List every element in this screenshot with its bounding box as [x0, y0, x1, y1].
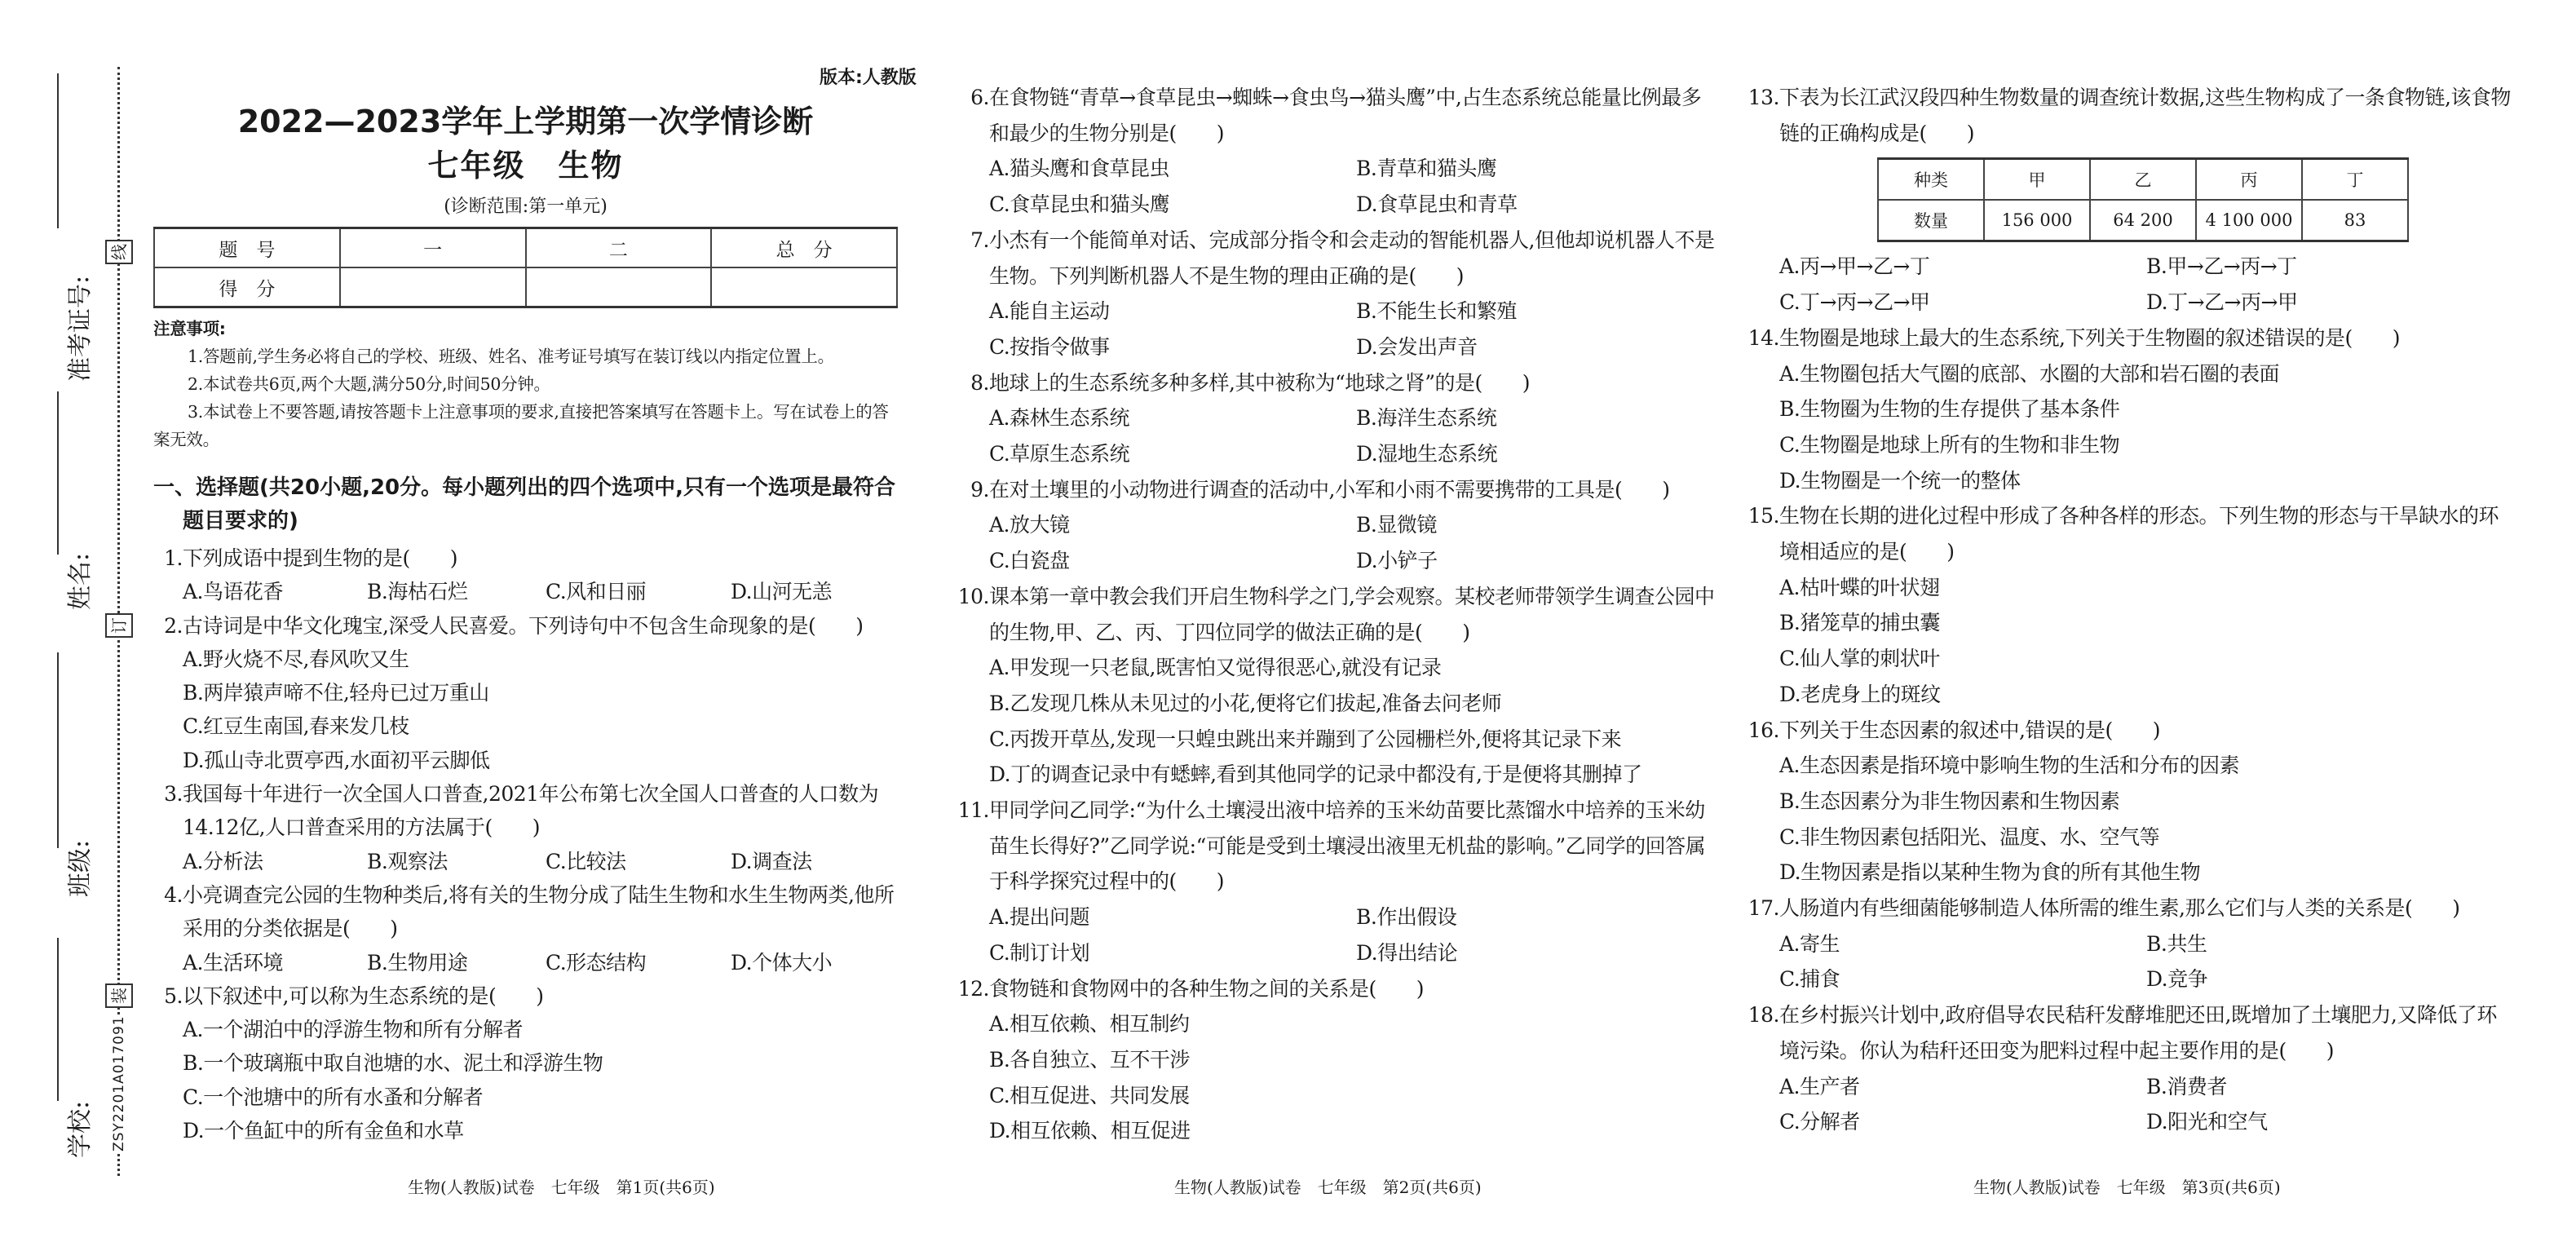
question-stem: 甲同学问乙同学:“为什么土壤浸出液中培养的玉米幼苗要比蒸馏水中培养的玉米幼苗生长得好?”乙同学说:“可能是受到土壤浸出液里无机盐的影响。”乙同学的回答属于科学探究过程中的( )	[989, 798, 1706, 894]
answer-option[interactable]: A.野火烧不尽,春风吹又生	[183, 647, 409, 671]
question-number: 10.	[957, 584, 989, 608]
answer-option[interactable]: B.海洋生态系统	[1356, 406, 1497, 431]
answer-option[interactable]: C.分解者	[1779, 1110, 1860, 1134]
score-header-cell: 一	[340, 228, 526, 268]
score-row-label: 得 分	[154, 267, 340, 307]
answer-option[interactable]: D.食草昆虫和青草	[1356, 192, 1518, 217]
question-number: 3.	[164, 782, 183, 807]
answer-option[interactable]: B.消费者	[2146, 1074, 2227, 1098]
answer-option[interactable]: C.形态结构	[546, 950, 647, 975]
question-item	[970, 365, 1716, 472]
answer-option[interactable]: D.生物圈是一个统一的整体	[1779, 468, 2021, 493]
answer-option[interactable]: A.鸟语花香	[183, 580, 284, 604]
answer-option[interactable]: B.生物用途	[367, 950, 468, 975]
exam-number-write-line[interactable]	[57, 73, 59, 228]
answer-options	[1779, 1069, 2514, 1140]
question-item	[1748, 320, 2514, 499]
question-number: 13.	[1748, 86, 1779, 109]
question-item	[1748, 713, 2514, 891]
score-table-score-row	[154, 267, 897, 307]
answer-options	[989, 1006, 1716, 1149]
page-footer: 生物(人教版)试卷 七年级 第1页(共6页)	[408, 1178, 715, 1197]
answer-option[interactable]: C.生物圈是地球上所有的生物和非生物	[1779, 432, 2120, 457]
answer-option[interactable]: D.丁→乙→丙→甲	[2146, 290, 2298, 315]
answer-option[interactable]: B.显微镜	[1356, 513, 1437, 537]
note-item: 1.答题前,学生务必将自己的学校、班级、姓名、准考证号填写在装订线以内指定位置上。	[188, 347, 834, 366]
answer-option[interactable]: C.相互促进、共同发展	[989, 1083, 1190, 1107]
question-number: 5.	[164, 983, 183, 1008]
question-stem: 下列关于生态因素的叙述中,错误的是( )	[1779, 718, 2160, 742]
question-stem: 下表为长江武汉段四种生物数量的调查统计数据,这些生物构成了一条食物链,该食物链的正确构成是( )	[1779, 86, 2511, 145]
answer-options	[183, 643, 907, 777]
answer-option[interactable]: C.一个池塘中的所有水蚤和分解者	[183, 1085, 484, 1109]
answer-option[interactable]: B.不能生长和繁殖	[1356, 299, 1517, 324]
question-number: 9.	[970, 477, 989, 502]
notes-heading: 注意事项:	[153, 319, 226, 338]
answer-option[interactable]: B.共生	[2146, 931, 2207, 956]
name-write-line[interactable]	[57, 391, 59, 555]
answer-option[interactable]: A.放大镜	[989, 513, 1070, 537]
answer-option[interactable]: C.制订计划	[989, 940, 1090, 965]
data-table-cell: 64 200	[2090, 200, 2196, 241]
question-stem: 生物圈是地球上最大的生态系统,下列关于生物圈的叙述错误的是( )	[1779, 325, 2400, 350]
answer-option[interactable]: A.甲发现一只老鼠,既害怕又觉得很恶心,就没有记录	[989, 656, 1442, 680]
question-number: 14.	[1748, 325, 1779, 350]
answer-option[interactable]: B.一个玻璃瓶中取自池塘的水、泥土和浮游生物	[183, 1051, 603, 1076]
score-cell[interactable]	[340, 267, 526, 307]
question-stem: 以下叙述中,可以称为生态系统的是( )	[183, 983, 544, 1008]
question-number: 16.	[1748, 718, 1779, 742]
answer-option[interactable]: B.乙发现几株从未见过的小花,便将它们拔起,准备去问老师	[989, 691, 1502, 715]
question-stem: 食物链和食物网中的各种生物之间的关系是( )	[989, 976, 1425, 1001]
binding-mark-xian: 线	[105, 240, 133, 264]
question-item	[970, 223, 1716, 365]
score-cell[interactable]	[711, 267, 897, 307]
question-column-1	[163, 541, 907, 1147]
data-table-header-cell: 甲	[1984, 159, 2090, 201]
answer-options	[1779, 748, 2514, 891]
answer-options	[989, 899, 1716, 970]
answer-option[interactable]: D.小铲子	[1356, 549, 1438, 573]
score-header-cell: 二	[526, 228, 712, 268]
question-item	[957, 971, 1716, 1150]
data-table-cell: 83	[2302, 200, 2408, 241]
exam-subtitle: 七年级 生物	[427, 148, 624, 183]
answer-option[interactable]: B.甲→乙→丙→丁	[2146, 254, 2297, 279]
paper-serial-number: ZSY2201A017091	[111, 1015, 127, 1151]
note-item: 3.本试卷上不要答题,请按答题卡上注意事项的要求,直接把答案填写在答题卡上。写在试卷上的答案无效。	[153, 402, 889, 449]
answer-option[interactable]: D.竞争	[2146, 967, 2208, 992]
answer-option[interactable]: A.生活环境	[183, 950, 284, 975]
answer-option[interactable]: B.生态因素分为非生物因素和生物因素	[1779, 789, 2120, 813]
question-item	[163, 541, 907, 609]
answer-option[interactable]: D.丁的调查记录中有蟋蟀,看到其他同学的记录中都没有,于是便将其删掉了	[989, 762, 1642, 787]
edition-label: 版本:人教版	[820, 68, 917, 88]
answer-option[interactable]: C.比较法	[546, 849, 626, 873]
question-item	[970, 80, 1716, 223]
answer-option[interactable]: C.捕食	[1779, 967, 1840, 992]
data-table-cell: 156 000	[1984, 200, 2090, 241]
page-footer: 生物(人教版)试卷 七年级 第2页(共6页)	[1174, 1178, 1482, 1197]
answer-option[interactable]: C.风和日丽	[546, 580, 647, 604]
answer-option[interactable]: B.猪笼草的捕虫囊	[1779, 611, 1940, 635]
question-item	[957, 579, 1716, 793]
question-item	[1748, 891, 2514, 997]
school-write-line[interactable]	[57, 938, 59, 1101]
answer-option[interactable]: C.丁→丙→乙→甲	[1779, 290, 1930, 315]
answer-option[interactable]: A.森林生态系统	[989, 406, 1130, 431]
score-cell[interactable]	[526, 267, 712, 307]
question-number: 7.	[970, 228, 989, 252]
answer-option[interactable]: B.海枯石烂	[367, 580, 468, 604]
school-label: 学校:	[66, 1100, 95, 1158]
answer-option[interactable]: D.老虎身上的斑纹	[1779, 682, 1941, 706]
question-item	[163, 777, 907, 878]
question-number: 11.	[957, 798, 989, 823]
class-label: 班级:	[66, 839, 95, 897]
answer-option[interactable]: B.青草和猫头鹰	[1356, 157, 1497, 181]
question-item	[163, 609, 907, 777]
question-number: 17.	[1748, 896, 1779, 921]
data-table	[1877, 157, 2409, 242]
answer-options	[1779, 249, 2514, 320]
question-stem: 生物在长期的进化过程中形成了各种各样的形态。下列生物的形态与干旱缺水的环境相适应的是( )	[1779, 504, 2499, 564]
answer-option[interactable]: A.分析法	[183, 849, 263, 873]
question-stem: 小杰有一个能简单对话、完成部分指令和会走动的智能机器人,但他却说机器人不是生物。下列判断机器人不是生物的理由正确的是( )	[989, 228, 1715, 288]
question-stem: 古诗词是中华文化瑰宝,深受人民喜爱。下列诗句中不包含生命现象的是( )	[183, 613, 864, 638]
question-stem: 在食物链“青草→食草昆虫→蜘蛛→食虫鸟→猫头鹰”中,占生态系统总能量比例最多和最少的生物分别是( )	[989, 86, 1702, 145]
question-stem: 地球上的生态系统多种多样,其中被称为“地球之肾”的是( )	[989, 370, 1531, 395]
answer-option[interactable]: C.按指令做事	[989, 334, 1110, 359]
data-table-header-cell: 丙	[2196, 159, 2302, 201]
answer-option[interactable]: A.能自主运动	[989, 299, 1110, 324]
question-number: 8.	[970, 370, 989, 395]
data-table-cell: 数量	[1878, 200, 1984, 241]
answer-option[interactable]: A.丙→甲→乙→丁	[1779, 254, 1930, 279]
answer-option[interactable]: D.相互依赖、相互促进	[989, 1119, 1191, 1143]
answer-option[interactable]: C.仙人掌的刺状叶	[1779, 647, 1940, 671]
question-stem: 在对土壤里的小动物进行调查的活动中,小军和小雨不需要携带的工具是( )	[989, 477, 1670, 502]
score-header-cell: 总 分	[711, 228, 897, 268]
score-header-cell: 题 号	[154, 228, 340, 268]
question-item	[1748, 997, 2514, 1140]
question-number: 2.	[164, 613, 183, 638]
question-number: 12.	[957, 976, 989, 1001]
answer-option[interactable]: A.相互依赖、相互制约	[989, 1012, 1190, 1036]
data-table-header-cell: 丁	[2302, 159, 2408, 201]
answer-option[interactable]: D.湿地生态系统	[1356, 442, 1498, 466]
question-stem: 课本第一章中教会我们开启生物科学之门,学会观察。某校老师带领学生调查公园中的生物,甲、乙、丙、丁四位同学的做法正确的是( )	[989, 584, 1715, 644]
question-number: 1.	[164, 546, 183, 570]
answer-options	[989, 294, 1716, 365]
answer-option[interactable]: B.作出假设	[1356, 905, 1457, 930]
question-stem: 我国每十年进行一次全国人口普查,2021年公布第七次全国人口普查的人口数为14.12亿,人口普查采用的方法属于( )	[183, 782, 879, 840]
exam-number-label: 准考证号:	[66, 275, 95, 382]
answer-option[interactable]: D.会发出声音	[1356, 334, 1478, 359]
answer-options	[183, 575, 907, 608]
answer-options	[183, 1013, 907, 1147]
question-item	[1748, 80, 2514, 320]
answer-option[interactable]: C.非生物因素包括阳光、温度、水、空气等	[1779, 824, 2160, 849]
answer-option[interactable]: C.红豆生南国,春来发几枝	[183, 714, 409, 739]
answer-option[interactable]: A.生态因素是指环境中影响生物的生活和分布的因素	[1779, 754, 2240, 778]
answer-options	[989, 151, 1716, 222]
answer-option[interactable]: D.阳光和空气	[2146, 1110, 2268, 1134]
answer-option[interactable]: A.一个湖泊中的浮游生物和所有分解者	[183, 1018, 524, 1042]
data-table-header-row	[1878, 159, 2408, 201]
answer-option[interactable]: A.猫头鹰和食草昆虫	[989, 157, 1170, 181]
name-label: 姓名:	[66, 552, 95, 610]
answer-option[interactable]: C.食草昆虫和猫头鹰	[989, 192, 1170, 217]
question-stem: 人肠道内有些细菌能够制造人体所需的维生素,那么它们与人类的关系是( )	[1779, 896, 2460, 921]
note-item: 2.本试卷共6页,两个大题,满分50分,时间50分钟。	[188, 374, 550, 394]
answer-option[interactable]: D.孤山寺北贾亭西,水面初平云脚低	[183, 748, 490, 772]
answer-option[interactable]: D.调查法	[731, 849, 812, 873]
answer-options	[183, 845, 907, 878]
data-table-row	[1878, 200, 2408, 241]
answer-option[interactable]: D.山河无恙	[731, 580, 833, 604]
class-write-line[interactable]	[57, 652, 59, 848]
question-column-2	[957, 80, 1716, 1149]
answer-options	[1779, 926, 2514, 997]
answer-option[interactable]: D.得出结论	[1356, 940, 1458, 965]
answer-option[interactable]: B.两岸猿声啼不住,轻舟已过万重山	[183, 681, 489, 705]
answer-options	[989, 507, 1716, 578]
binding-mark-zhuang: 装	[105, 983, 133, 1008]
question-number: 6.	[970, 86, 989, 109]
exam-scope: (诊断范围:第一单元)	[444, 197, 608, 217]
answer-option[interactable]: B.观察法	[367, 849, 448, 873]
answer-options	[1779, 356, 2514, 499]
answer-options	[989, 400, 1716, 471]
binding-mark-ding: 订	[105, 613, 133, 638]
question-column-3	[1748, 80, 2514, 1140]
page-footer: 生物(人教版)试卷 七年级 第3页(共6页)	[1973, 1178, 2281, 1197]
question-number: 15.	[1748, 504, 1779, 528]
answer-option[interactable]: A.寄生	[1779, 931, 1840, 956]
answer-option[interactable]: C.草原生态系统	[989, 442, 1130, 466]
answer-option[interactable]: A.生产者	[1779, 1074, 1860, 1098]
exam-title: 2022—2023学年上学期第一次学情诊断	[237, 104, 814, 139]
section-heading: 一、选择题(共20小题,20分。每小题列出的四个选项中,只有一个选项是最符合题目要求的)	[153, 475, 896, 533]
answer-option[interactable]: A.提出问题	[989, 905, 1090, 930]
answer-option[interactable]: C.白瓷盘	[989, 549, 1070, 573]
answer-options	[989, 650, 1716, 793]
answer-option[interactable]: C.丙拨开草丛,发现一只蝗虫跳出来并蹦到了公园栅栏外,便将其记录下来	[989, 727, 1622, 751]
question-item	[163, 979, 907, 1147]
answer-option[interactable]: D.一个鱼缸中的所有金鱼和水草	[183, 1119, 464, 1143]
data-table-header-cell: 种类	[1878, 159, 1984, 201]
data-table-header-cell: 乙	[2090, 159, 2196, 201]
question-number: 4.	[164, 882, 183, 907]
answer-options	[183, 946, 907, 979]
answer-option[interactable]: D.生物因素是指以某种生物为食的所有其他生物	[1779, 860, 2201, 885]
answer-options	[1779, 570, 2514, 713]
question-number: 18.	[1748, 1003, 1779, 1028]
answer-option[interactable]: A.枯叶蝶的叶状翅	[1779, 575, 1940, 599]
question-item	[957, 793, 1716, 971]
question-stem: 在乡村振兴计划中,政府倡导农民秸秆发酵堆肥还田,既增加了土壤肥力,又降低了环境污染。你认为秸秆还田变为肥料过程中起主要作用的是( )	[1779, 1003, 2497, 1063]
data-table-cell: 4 100 000	[2196, 200, 2302, 241]
question-stem: 小亮调查完公园的生物种类后,将有关的生物分成了陆生生物和水生生物两类,他所采用的分类依据是( )	[183, 882, 895, 941]
answer-option[interactable]: B.生物圈为生物的生存提供了基本条件	[1779, 397, 2120, 422]
notes-block	[153, 315, 902, 453]
question-item	[970, 472, 1716, 579]
answer-option[interactable]: A.生物圈包括大气圈的底部、水圈的大部和岩石圈的表面	[1779, 361, 2280, 386]
score-table	[153, 227, 898, 308]
question-stem: 下列成语中提到生物的是( )	[183, 546, 458, 570]
question-item	[1748, 498, 2514, 712]
answer-option[interactable]: B.各自独立、互不干涉	[989, 1047, 1190, 1072]
answer-option[interactable]: D.个体大小	[731, 950, 833, 975]
score-table-header-row	[154, 228, 897, 268]
question-item	[163, 878, 907, 979]
